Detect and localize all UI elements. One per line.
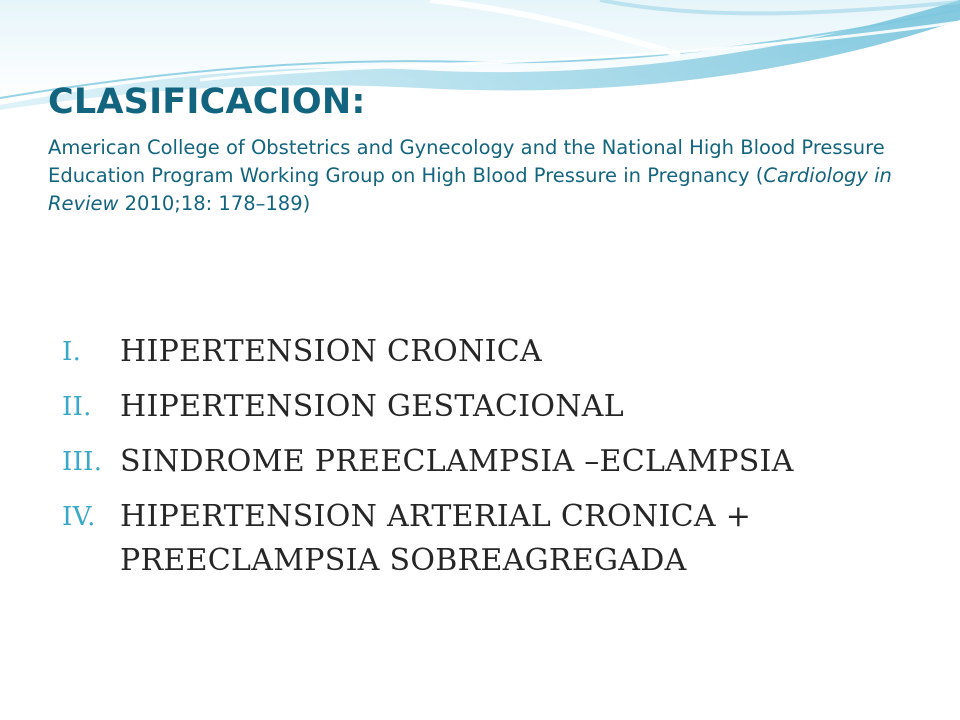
list-text: HIPERTENSION CRONICA bbox=[120, 334, 542, 369]
journal-name: Cardiology in Review bbox=[48, 164, 892, 215]
list-text: HIPERTENSION GESTACIONAL bbox=[120, 389, 624, 424]
slide-title: CLASIFICACION: bbox=[48, 82, 366, 122]
list-item bbox=[62, 385, 922, 429]
subtitle-text: American College of Obstetrics and Gynecology and the National High Blood Pressure Education Program Working Group on High Blood Pressure in Pregnancy ( bbox=[48, 136, 885, 187]
list-text: SINDROME PREECLAMPSIA –ECLAMPSIA bbox=[120, 444, 794, 479]
list-item bbox=[62, 330, 922, 374]
title-block bbox=[48, 80, 918, 218]
list-number: I. bbox=[62, 337, 82, 367]
list-number: III. bbox=[62, 447, 103, 477]
list-text: HIPERTENSION ARTERIAL CRONICA + PREECLAMPSIA SOBREAGREGADA bbox=[120, 499, 752, 578]
classification-list bbox=[62, 330, 922, 594]
list-number: IV. bbox=[62, 502, 96, 532]
list-item bbox=[62, 440, 922, 484]
list-number: II. bbox=[62, 392, 92, 422]
citation-details: 2010;18: 178–189) bbox=[118, 192, 311, 215]
list-item bbox=[62, 495, 922, 583]
slide-subtitle bbox=[48, 134, 918, 218]
